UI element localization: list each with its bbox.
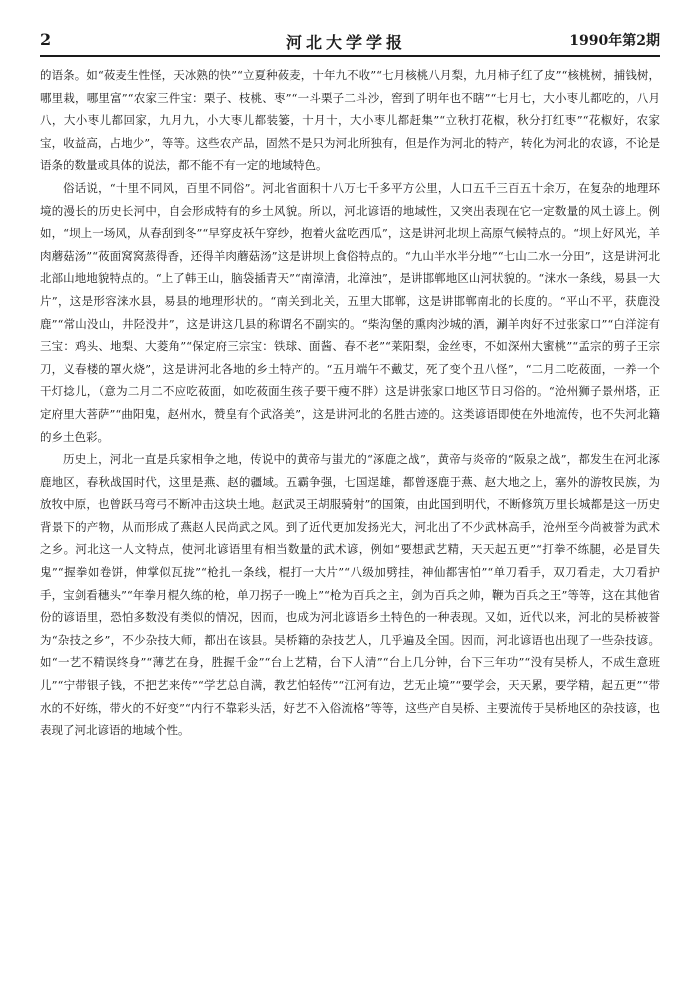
paragraph: 的语条。如“莜麦生性怪，天冰熟的快”“立夏种莜麦，十年九不收”“七月核桃八月梨，九月柿子红了皮”“核桃树，捕钱树，哪里栽，哪里富”“农家三件宝：栗子、枝桃、枣”“一斗栗子二斗沙，窖到了明年也不瞎”“七月七，大小枣儿都吃的，八月八，大小枣儿都回家，九月九，小大枣儿都装篓，十月十，大小枣儿都赶集”“立秋打花椒，秋分打红枣”“花椒好，农家宝，收益高，占地少”，等等。这些农产品，固然不是只为河北所独有，但是作为河北的特产，转化为河北的农谚，不论是语条的数量或具体的说法，都不能不有一定的地域特色。 — [40, 68, 660, 173]
paragraph: 俗话说，“十里不同风，百里不同俗”。河北省面积十八万七千多平方公里，人口五千三百五十余万，在复杂的地理环境的漫长的历史长河中，自会形成特有的乡土风貌。所以，河北谚语的地域性，又突出表现在它一定数量的风土谚上。例如，“坝上一场风，从春刮到冬”“早穿皮袄午穿纱，抱着火盆吃西瓜”，这是讲河北坝上高原气候特点的。“坝上好风光，羊肉蘑菇汤”“莜面窝窝蒸得香，还得羊肉蘑菇汤”这是讲坝上食俗特点的。“九山半水半分地”“七山二水一分田”，这是讲河北北部山地地貌特点的。“上了韩王山，脑袋插青天”“南漳清，北漳浊”，是讲邯郸地区山河状貌的。“涞水一条线，易县一大片”，这是形容涞水县，易县的地理形状的。“南关到北关，五里大邯郸，这是讲邯郸南北的长度的。“平山不平，获鹿没鹿”“常山没山，井陉没井”，这是讲这几县的称谓名不副实的。“柴沟堡的熏肉沙城的酒，涮羊肉好不过张家口”“白洋淀有三宝：鸡头、地梨、大菱角”“保定府三宗宝：铁球、面酱、春不老”“莱阳梨，金丝枣，不如深州大蜜桃”“孟宗的剪子王宗刀，义春楼的罩火烧”，这是讲河北各地的乡土特产的。“五月端午不戴艾，死了变个丑八怪”，“二月二吃莜面，一养一个干灯捻儿，（意为二月二不应吃莜面，如吃莜面生孩子要干瘦不胖）这是讲张家口地区节日习俗的。“沧州狮子景州塔，正定府里大菩萨”“曲阳鬼，赵州水，赞皇有个武洛美”，这是讲河北的名胜古迹的。这类谚语即使在外地流传，也不失河北籍的乡土色彩。 — [40, 180, 660, 444]
header-rule — [40, 55, 660, 57]
page-number: 2 — [40, 30, 52, 49]
issue-label: 1990年第2期 — [569, 33, 660, 49]
page-header — [40, 30, 660, 54]
paragraph: 历史上，河北一直是兵家相争之地，传说中的黄帝与蚩尤的“涿鹿之战”，黄帝与炎帝的“阪泉之战”，都发生在河北涿鹿地区，春秋战国时代，这里是燕、赵的疆域。五霸争强，七国逞雄，都曾逐鹿于燕、赵大地之上，塞外的游牧民族，为放牧中原，也曾跃马弯弓不断冲击这块土地。赵武灵王胡服骑射”的国策，由此国到明代，不断修筑万里长城都是这一历史背景下的产物，从而形成了燕赵人民尚武之风。到了近代更加发扬光大，河北出了不少武林高手，沧州至今尚被誉为武术之乡。河北这一人文特点，使河北谚语里有相当数量的武术谚，例如“要想武艺精，天天起五更”“打拳不练腿，必是冒失鬼”“握拳如卷饼，伸掌似瓦拢”“枪扎一条线，棍打一大片”“八级加劈挂，神仙都害怕”“单刀看手，双刀看走，大刀看护手，宝剑看穗头”“年拳月棍久练的枪，单刀拐子一晚上”“枪为百兵之主，剑为百兵之帅，鞭为百兵之王”等等，这在其他省份的谚语里，恐怕多数没有类似的情况，因而，也成为河北谚语乡土特色的一种表现。又如，近代以来，河北的吴桥被誉为“杂技之乡”，不少杂技大师，都出在该县。吴桥籍的杂技艺人，几乎遍及全国。因而，河北谚语也出现了一些杂技谚。如“一艺不精误终身”“薄艺在身，胜握千金”“台上艺精，台下人清”“台上几分钟，台下三年功”“没有吴桥人，不成生意班儿”“宁带银子钱，不把艺来传”“学艺总自满，教艺怕轻传”“江河有边，艺无止境”“要学会，天天累，要学精，起五更”“带水的不好练，带火的不好变”“内行不靠彩头活，好艺不入俗流格”等等，这些产自吴桥、主要流传于吴桥地区的杂技谚，也表现了河北谚语的地域个性。 — [40, 452, 660, 738]
article-body — [40, 64, 660, 742]
journal-title: 河北大学学报 — [286, 33, 407, 52]
